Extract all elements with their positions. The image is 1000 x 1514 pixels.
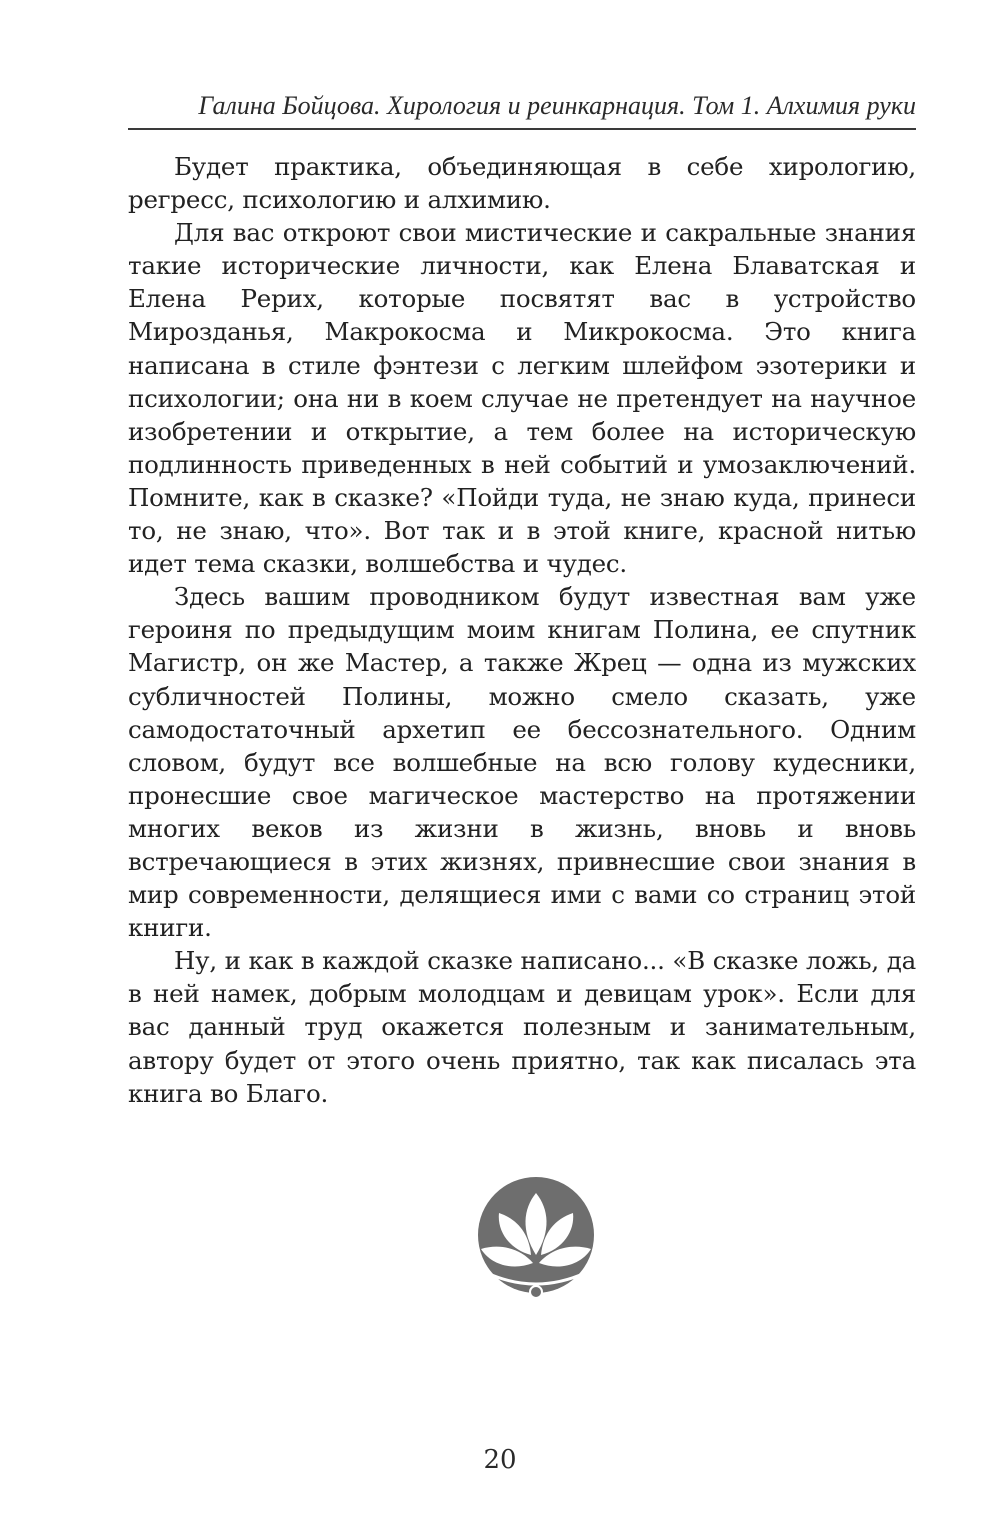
paragraph: Здесь вашим проводником будут известная вам уже героиня по предыдущим моим книгам Полина, ее спутник Магистр, он же Мастер, а также Жрец — одна из мужских субличностей Полины, можно смело сказать, уже самодостаточный архетип ее бессознательного. Одним словом, будут все волшебные на всю голову кудесники, пронесшие свое магическое мастерство на протяжении многих веков из жизни в жизнь, вновь и вновь встречающиеся в этих жизнях, привнесшие свои знания в мир современности, делящиеся ими с вами со страниц этой книги. <box>128 582 916 943</box>
paragraph: Ну, и как в каждой сказке написано... «В сказке ложь, да в ней намек, добрым молодцам и девицам урок». Если для вас данный труд окажется полезным и занимательным, автору будет от этого очень приятно, так как писалась эта книга во Благо. <box>128 946 916 1108</box>
paragraph: Для вас откроют свои мистические и сакральные знания такие исторические личности, как Елена Блаватская и Елена Рерих, которые посвятят вас в устройство Мирозданья, Макрокосма и Микрокосма. Это книга написана в стиле фэнтези с легким шлейфом эзотерики и психологии; она ни в коем случае не претендует на научное изобретении и открытие, а тем более на историческую подлинность приведенных в ней событий и умозаключений. Помните, как в сказке? «Пойди туда, не знаю куда, принеси то, не знаю, что». Вот так и в этой книге, красной нитью идет тема сказки, волшебства и чудес. <box>128 218 916 579</box>
body-text <box>128 150 916 1110</box>
header-rule <box>128 128 916 130</box>
lotus-leaves-emblem-icon <box>473 1175 599 1301</box>
page-number: 20 <box>483 1445 517 1475</box>
running-header: Галина Бойцова. Хирология и реинкарнация. Том 1. Алхимия руки <box>198 91 916 120</box>
bottom-bead <box>530 1286 542 1298</box>
paragraph: Будет практика, объединяющая в себе хирологию, регресс, психологию и алхимию. <box>128 152 916 215</box>
